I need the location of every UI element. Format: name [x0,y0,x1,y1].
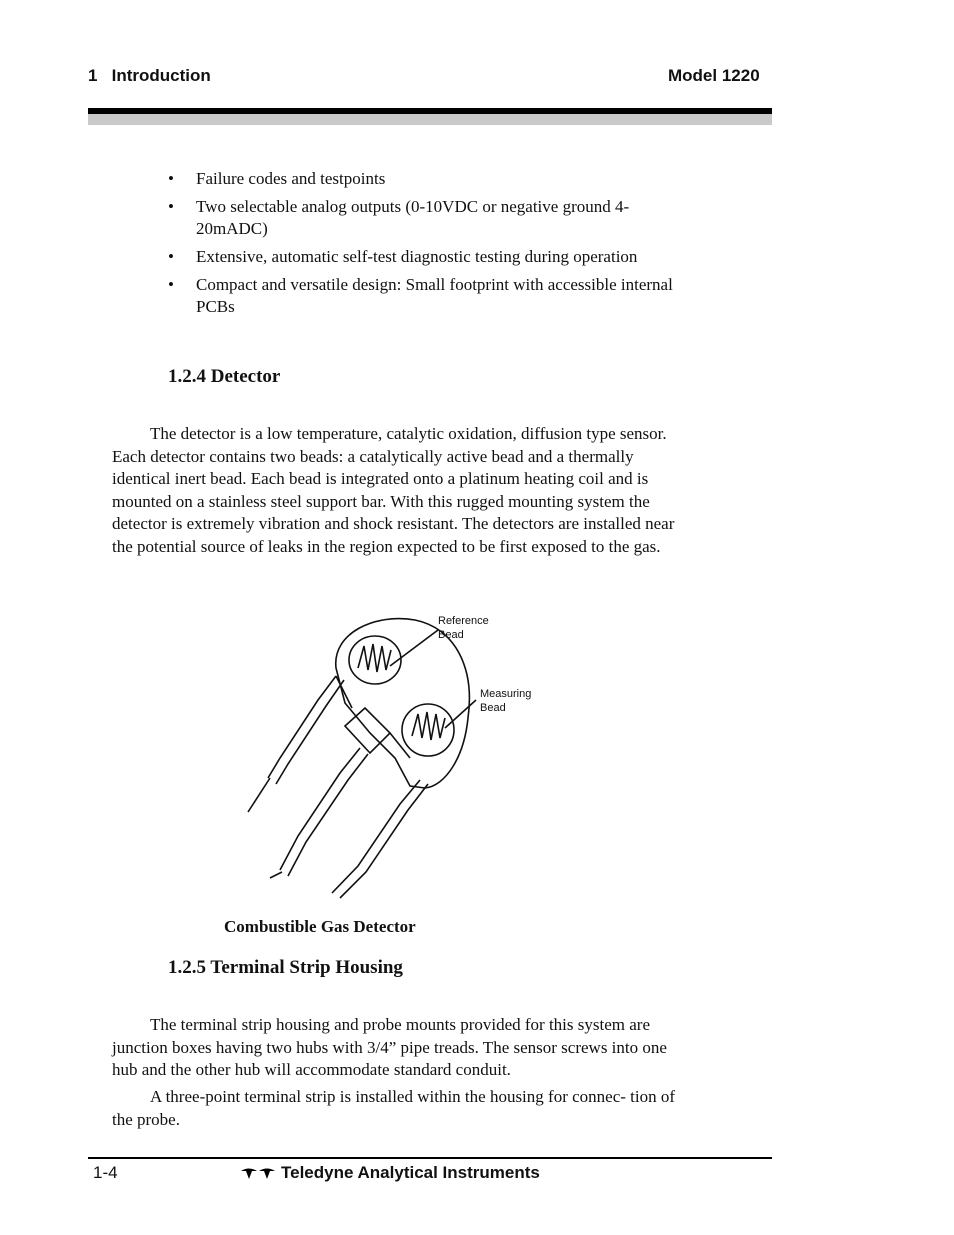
terminal-paragraph-1-text: The terminal strip housing and probe mounts provided for this system are junction boxes having two hubs with 3/4” pipe treads. The sensor screws into one hub and the other hub will accommodate standard conduit. [112,1015,667,1080]
detector-paragraph [112,423,682,559]
footer-brand-text: Teledyne Analytical Instruments [281,1163,540,1182]
footer-brand [240,1163,540,1183]
detector-illustration [240,608,540,900]
measuring-label-line1: Measuring [480,688,532,700]
figure-caption: Combustible Gas Detector [224,917,416,936]
header-section-title: 1 Introduction [88,66,211,85]
list-item [168,274,688,318]
measuring-coil [412,712,445,740]
list-item-text: Compact and versatile design: Small footprint with accessible internal PCBs [196,275,673,316]
lead-tube-1 [268,676,336,778]
section-heading-terminal: 1.2.5 Terminal Strip Housing [168,957,403,978]
detector-diagram [240,608,540,900]
terminal-paragraph-2-text: A three-point terminal strip is installed within the housing for connec- tion of the probe. [112,1087,676,1129]
measuring-leader-line [445,700,476,728]
lead-tube-3 [332,780,420,893]
list-item-text: Extensive, automatic self-test diagnostic testing during operation [196,247,638,266]
list-item-text: Failure codes and testpoints [196,169,386,188]
measuring-bead-circle [402,704,454,756]
reference-coil [358,644,391,672]
list-item [168,168,688,190]
reference-label-line1: Reference [438,615,489,627]
teledyne-logo-icon [240,1166,276,1180]
terminal-paragraph-1 [112,1014,682,1082]
terminal-paragraph-2 [112,1086,682,1131]
header-rule-gray [88,114,772,125]
lead-tube-2 [280,748,360,870]
list-item-text: Two selectable analog outputs (0-10VDC or negative ground 4-20mADC) [196,197,630,238]
bullet-icon: • [168,197,174,216]
measuring-label-line2: Bead [480,702,506,714]
list-item [168,196,688,240]
footer-rule [88,1157,772,1159]
feature-list [168,168,688,324]
list-item [168,246,688,268]
header-model: Model 1220 [668,66,760,85]
bullet-icon: • [168,169,174,188]
footer-page-number: 1-4 [93,1163,118,1182]
section-heading-detector: 1.2.4 Detector [168,366,281,387]
bullet-icon: • [168,247,174,266]
bullet-icon: • [168,275,174,294]
reference-label-line2: Bead [438,629,464,641]
detector-paragraph-text: The detector is a low temperature, catalytic oxidation, diffusion type sensor. Each detector contains two beads: a catalytically active bead and a thermally identical inert bead. Each bead is integrated onto a platinum heating coil and is mounted on a stainless steel support bar. With this rugged mounting system the detector is extremely vibration and shock resistant. The detectors are installed near the potential source of leaks in the region expected to be first exposed to the gas. [112,424,675,556]
